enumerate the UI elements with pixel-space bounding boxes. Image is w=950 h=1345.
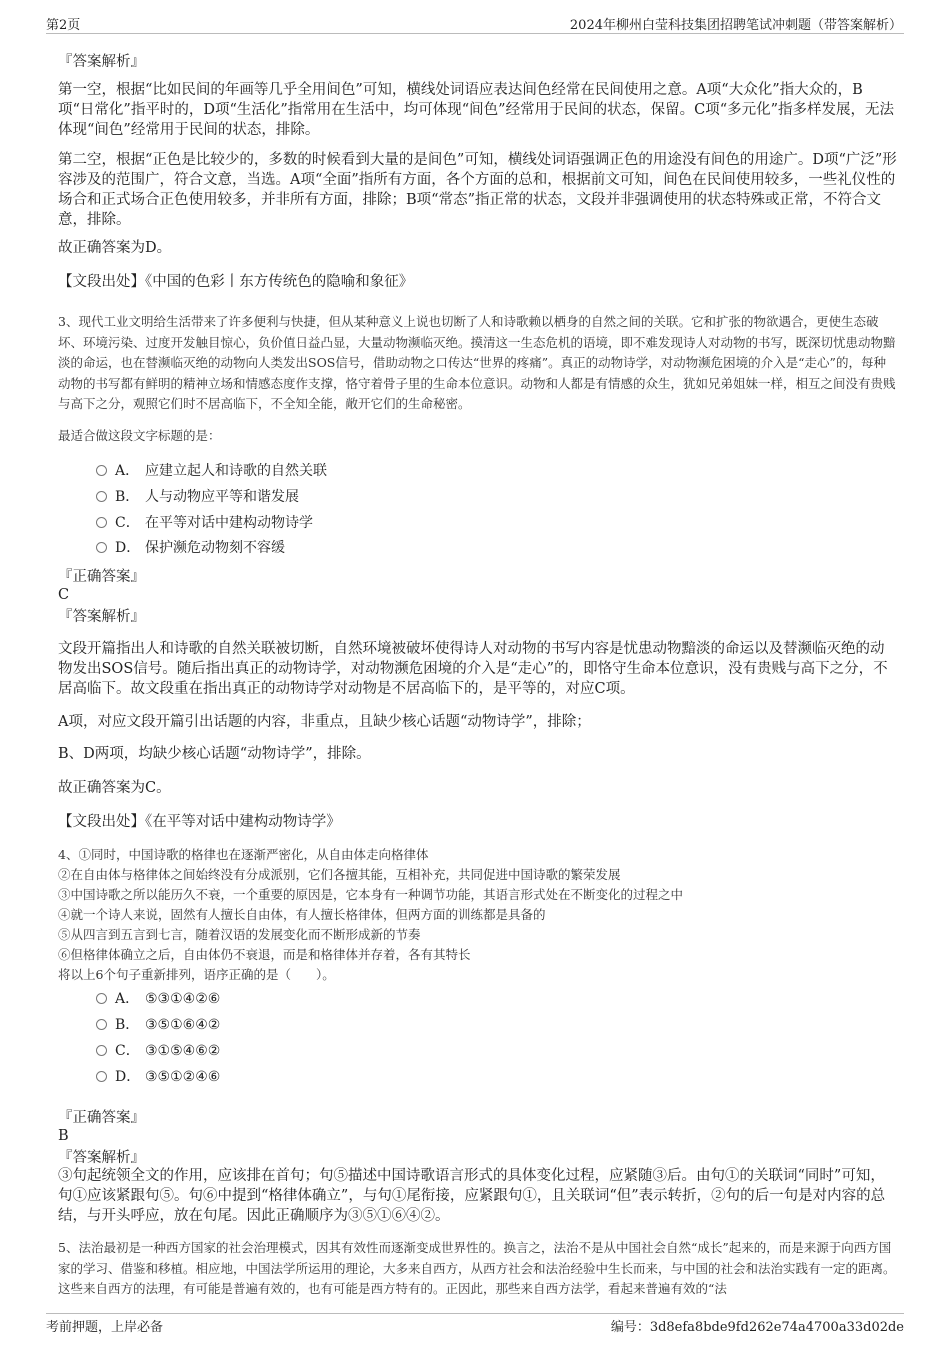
footer-divider: [46, 1313, 904, 1314]
analysis-paragraph: ③句起统领全文的作用，应该排在首句；句⑤描述中国诗歌语言形式的具体变化过程，应紧随③后。由句①的关联词“同时”可知，句①应该紧跟句⑤。句⑥中提到“格律体确立”，与句①尾衔接，应紧跟句①，且关联词“但”表示转折，②句的后一句是对内容的总结，与开头呼应，放在句尾。因此正确顺序为③⑤①⑥④②。: [58, 1168, 886, 1224]
analysis-label: 『答案解析』: [58, 609, 145, 625]
document-title: 2024年柳州白莹科技集团招聘笔试冲刺题（带答案解析）: [569, 18, 902, 33]
source-citation: 【文段出处】《在平等对话中建构动物诗学》: [58, 814, 341, 830]
footer-slogan: 考前押题，上岸必备: [46, 1320, 164, 1335]
question-line: ⑥但格律体确立之后，自由体仍不衰退，而是和格律体并存着，各有其特长: [58, 947, 471, 962]
option-a[interactable]: A． 应建立起人和诗歌的自然关联: [96, 461, 327, 481]
radio-icon[interactable]: [96, 1019, 107, 1030]
radio-icon[interactable]: [96, 542, 107, 553]
question-prompt: 最适合做这段文字标题的是：: [58, 428, 221, 443]
answer-conclusion: 故正确答案为C。: [58, 780, 171, 796]
option-c[interactable]: C． ③①⑤④⑥②: [96, 1041, 220, 1061]
header-divider: [46, 33, 904, 34]
page-number: 第2页: [46, 18, 81, 33]
question-line: ③中国诗歌之所以能历久不衰，一个重要的原因是，它本身有一种调节功能，其语言形式处在不断变化的过程之中: [58, 887, 684, 902]
option-d[interactable]: D． 保护濒危动物刻不容缓: [96, 538, 285, 558]
option-b[interactable]: B． ③⑤①⑥④②: [96, 1015, 220, 1035]
radio-icon[interactable]: [96, 517, 107, 528]
radio-icon[interactable]: [96, 1071, 107, 1082]
page-header: [0, 0, 950, 36]
source-citation: 【文段出处】《中国的色彩丨东方传统色的隐喻和象征》: [58, 274, 414, 290]
question-stem: 5、法治最初是一种西方国家的社会治理模式，因其有效性而逐渐变成世界性的。换言之，法治不是从中国社会自然“成长”起来的，而是来源于向西方国家的学习、借鉴和移植。相应地，中国法学所运用的理论，大多来自西方，从西方社会和法治经验中生长而来，与中国的社会和法治实践有一定的距离。这些来自西方的法理，有可能是普遍有效的，也有可能是西方特有的。正因此，那些来自西方法学，看起来普遍有效的“法: [58, 1240, 896, 1296]
analysis-label: 『答案解析』: [58, 54, 145, 70]
page-footer: [0, 1300, 950, 1345]
analysis-paragraph: A项，对应文段开篇引出话题的内容，非重点，且缺少核心话题“动物诗学”，排除；: [58, 714, 591, 730]
question-line: ②在自由体与格律体之间始终没有分成派别，它们各擅其能，互相补充，共同促进中国诗歌的繁荣发展: [58, 867, 621, 882]
question-stem: 3、现代工业文明给生活带来了许多便利与快捷，但从某种意义上说也切断了人和诗歌赖以栖身的自然之间的关联。它和扩张的物欲遇合，更使生态破坏、环境污染、过度开发触目惊心，负价值日益凸显，大量动物濒临灭绝。摸清这一生态危机的语境，即不难发现诗人对动物的书写，既深切忧患动物黯淡的命运，也在替濒临灭绝的动物向人类发出SOS信号，借助动物之口传达“世界的疼痛”。真正的动物诗学，对动物濒危困境的介入是“走心”的，每种动物的书写都有鲜明的精神立场和情感态度作支撑，恪守着骨子里的生命本位意识。动物和人都是有情感的众生，犹如兄弟姐妹一样，相互之间没有贵贱与高下之分，观照它们时不居高临下，不全知全能，敞开它们的生命秘密。: [58, 314, 896, 411]
answer-label: 『正确答案』: [58, 569, 145, 585]
radio-icon[interactable]: [96, 465, 107, 476]
analysis-paragraph: 文段开篇指出人和诗歌的自然关联被切断，自然环境被破坏使得诗人对动物的书写内容是忧患动物黯淡的命运以及替濒临灭绝的动物发出SOS信号。随后指出真正的动物诗学，对动物濒危困境的介入是“走心”的，即恪守生命本位意识，没有贵贱与高下之分，不居高临下。故文段重在指出真正的动物诗学对动物是不居高临下的，是平等的，对应C项。: [58, 641, 888, 697]
correct-answer: C: [58, 587, 70, 603]
question-line: 4、①同时，中国诗歌的格律也在逐渐严密化，从自由体走向格律体: [58, 847, 429, 862]
answer-label: 『正确答案』: [58, 1110, 145, 1126]
option-d[interactable]: D． ③⑤①②④⑥: [96, 1067, 220, 1087]
analysis-paragraph: 第二空，根据“正色是比较少的，多数的时候看到大量的是间色”可知，横线处词语强调正色的用途没有间色的用途广。D项“广泛”形容涉及的范围广，符合文意，当选。A项“全面”指所有方面，各个方面的总和，根据前文可知，间色在民间使用较多，一些礼仪性的场合和正式场合正色使用较多，并非所有方面，排除；B项“常态”指正常的状态，文段并非强调使用的状态特殊或正常，不符合文意，排除。: [58, 152, 897, 228]
document-code: 编号：3d8efa8bde9fd262e74a4700a33d02de: [610, 1320, 904, 1335]
analysis-paragraph: 第一空，根据“比如民间的年画等几乎全用间色”可知，横线处词语应表达间色经常在民间使用之意。A项“大众化”指大众的，B项“日常化”指平时的，D项“生活化”指常用在生活中，均可体现“间色”经常用于民间的状态，保留。C项“多元化”指多样发展，无法体现“间色”经常用于民间的状态，排除。: [58, 82, 895, 138]
option-c[interactable]: C． 在平等对话中建构动物诗学: [96, 513, 313, 533]
radio-icon[interactable]: [96, 1045, 107, 1056]
radio-icon[interactable]: [96, 993, 107, 1004]
correct-answer: B: [58, 1128, 69, 1144]
question-line: ⑤从四言到五言到七言，随着汉语的发展变化而不断形成新的节奏: [58, 927, 421, 942]
option-a[interactable]: A． ⑤③①④②⑥: [96, 989, 220, 1009]
option-b[interactable]: B． 人与动物应平等和谐发展: [96, 487, 299, 507]
analysis-label: 『答案解析』: [58, 1150, 145, 1166]
question-prompt: 将以上6个句子重新排列，语序正确的是（ ）。: [58, 967, 335, 982]
radio-icon[interactable]: [96, 491, 107, 502]
analysis-paragraph: B、D两项，均缺少核心话题“动物诗学”，排除。: [58, 746, 371, 762]
question-line: ④就一个诗人来说，固然有人擅长自由体，有人擅长格律体，但两方面的训练都是具备的: [58, 907, 546, 922]
answer-conclusion: 故正确答案为D。: [58, 240, 172, 256]
